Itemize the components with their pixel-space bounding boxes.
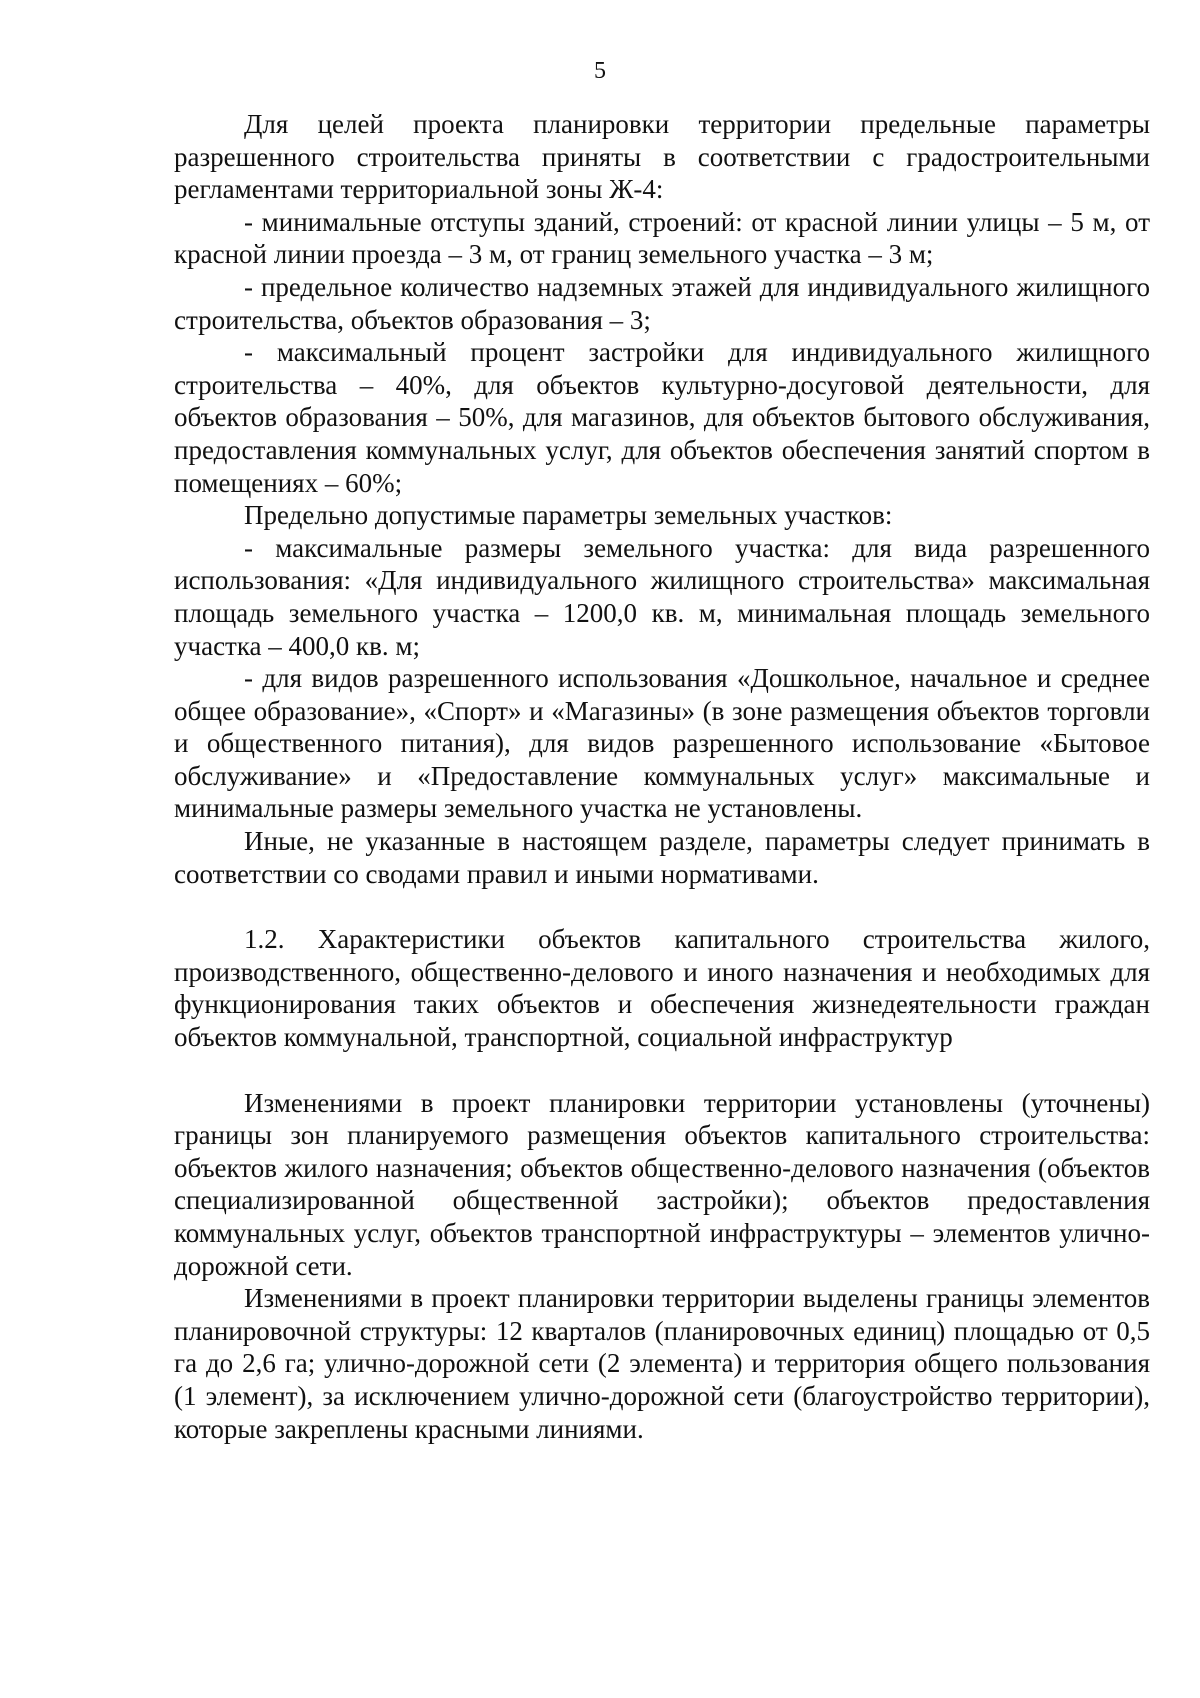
intro-paragraph: Для целей проекта планировки территории предельные параметры разрешенного строительства приняты в соответствии с градостроительными регламентами территориальной зоны Ж-4: (174, 109, 1150, 205)
section-spacer (174, 1054, 1150, 1087)
section-spacer (174, 890, 1150, 923)
building-percentage-item: - максимальный процент застройки для индивидуального жилищного строительства – 40%, для объектов культурно-досуговой деятельности, для объектов образования – 50%, для магазинов, для объектов бытового обслуживания, предоставления коммунальных услуг, для объектов обеспечения занятий спортом в помещениях – 60%; (174, 337, 1150, 498)
other-parameters-paragraph: Иные, не указанные в настоящем разделе, параметры следует принимать в соответствии со сводами правил и иными нормативами. (174, 826, 1150, 889)
planning-structure-paragraph: Изменениями в проект планировки территории выделены границы элементов планировочной структуры: 12 кварталов (планировочных единиц) площадью от 0,5 га до 2,6 га; улично-дорожной сети (2 элемента) и территория общего пользования (1 элемент), за исключением улично-дорожной сети (благоустройство территории), которые закреплены красными линиями. (174, 1283, 1150, 1444)
page-number: 5 (594, 58, 606, 84)
zones-paragraph: Изменениями в проект планировки территории установлены (уточнены) границы зон планируемого размещения объектов капитального строительства: объектов жилого назначения; объектов общественно-делового назначения (объектов специализированной общественной застройки); объектов предоставления коммунальных услуг, объектов транспортной инфраструктуры – элементов улично-дорожной сети. (174, 1087, 1150, 1281)
setback-item: - минимальные отступы зданий, строений: от красной линии улицы – 5 м, от красной линии проезда – 3 м, от границ земельного участка – 3 м; (174, 206, 1150, 270)
plot-size-not-set-item: - для видов разрешенного использования «Дошкольное, начальное и среднее общее образование», «Спорт» и «Магазины» (в зоне размещения объектов торговли и общественного питания), для видов разрешенного использование «Бытовое обслуживание» и «Предоставление коммунальных услуг» максимальные и минимальные размеры земельного участка не установлены. (174, 663, 1150, 824)
plot-parameters-heading: Предельно допустимые параметры земельных участков: (244, 500, 893, 531)
plot-size-item: - максимальные размеры земельного участка: для вида разрешенного использования: «Для индивидуального жилищного строительства» максимальная площадь земельного участка – 1200,0 кв. м, минимальная площадь земельного участка – 400,0 кв. м; (174, 532, 1150, 661)
floors-item: - предельное количество надземных этажей для индивидуального жилищного строительства, объектов образования – 3; (174, 271, 1150, 335)
section-heading-1-2: 1.2. Характеристики объектов капитального строительства жилого, производственного, общественно-делового и иного назначения и необходимых для функционирования таких объектов и обеспечения жизнедеятельности граждан объектов коммунальной, транспортной, социальной инфраструктур (174, 924, 1150, 1053)
document-body (174, 108, 1150, 1445)
